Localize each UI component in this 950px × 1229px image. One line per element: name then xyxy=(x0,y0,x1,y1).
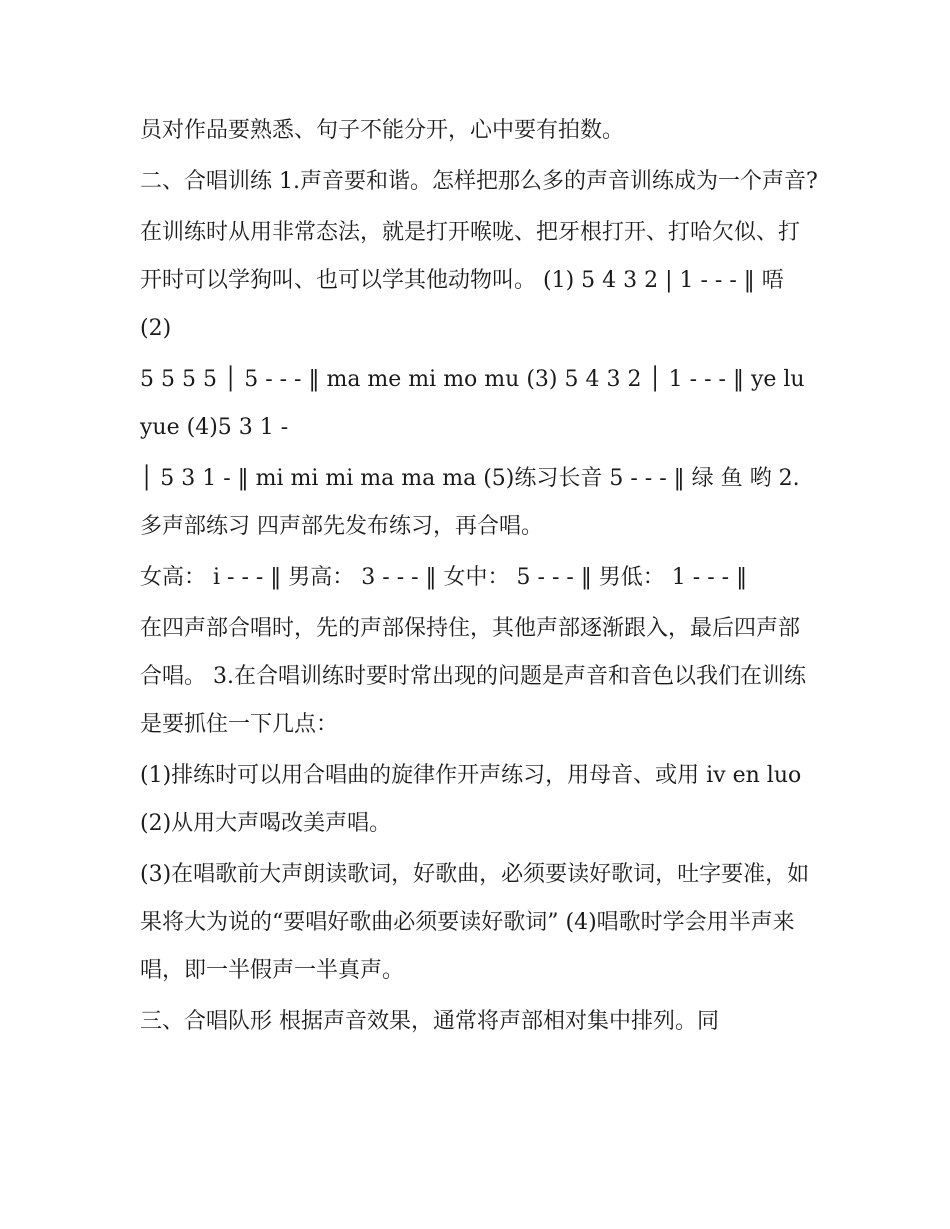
document-body xyxy=(140,107,820,1049)
paragraph-notation-exercises: 5 5 5 5 │ 5 - - - ‖ ma me mi mo mu (3) 5 4 3 2 │ 1 - - - ‖ ye lu yue (4)5 3 1 - xyxy=(140,367,812,440)
paragraph-long-tone-exercise: │ 5 3 1 - ‖ mi mi mi ma ma ma (5)练习长音 5 - - - ‖ 绿 鱼 哟 2.多声部练习 四声部先发布练习，再合唱。 xyxy=(140,466,800,539)
paragraph-point-three: (3)在唱歌前大声朗读歌词，好歌曲，必须要读好歌词，吐字要准，如果将大为说的“要唱好歌曲必须要读好歌词” (4)唱歌时学会用半声来唱，即一半假声一半真声。 xyxy=(140,862,810,983)
paragraph-continuation: 员对作品要熟悉、句子不能分开，心中要有拍数。 xyxy=(140,118,625,143)
paragraph-four-part-notes: 女高： i - - - ‖ 男高： 3 - - - ‖ 女中： 5 - - - ‖ 男低： 1 - - - ‖ xyxy=(140,565,748,590)
paragraph-four-part-singing: 在四声部合唱时，先的声部保持住，其他声部逐渐跟入，最后四声部合唱。 3.在合唱训练时要时常出现的问题是声音和音色以我们在训练是要抓住一下几点： xyxy=(140,616,806,737)
paragraph-training-method: 在训练时从用非常态法，就是打开喉咙、把牙根打开、打哈欠似、打开时可以学狗叫、也可以学其他动物叫。 (1) 5 4 3 2 | 1 - - - ‖ 唔 (2) xyxy=(140,220,801,341)
paragraph-section-three-heading: 三、合唱队形 根据声音效果，通常将声部相对集中排列。同 xyxy=(140,1009,719,1034)
paragraph-section-two-heading: 二、合唱训练 1.声音要和谐。怎样把那么多的声音训练成为一个声音? xyxy=(140,169,818,194)
paragraph-point-one: (1)排练时可以用合唱曲的旋律作开声练习，用母音、或用 iv en luo (2)从用大声喝改美声唱。 xyxy=(140,763,809,836)
